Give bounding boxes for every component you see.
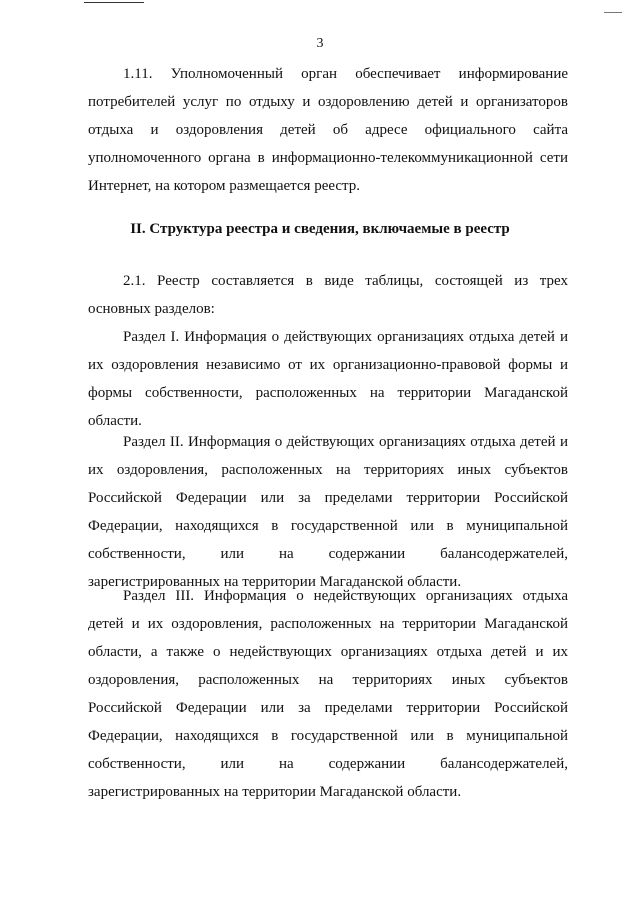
- paragraph-2-1: 2.1. Реестр составляется в виде таблицы, состоящей из трех основных разделов:: [88, 273, 568, 317]
- paragraph-razdel-3: Раздел III. Информация о недействующих организациях отдыха детей и их оздоровления, расположенных на территории Магаданской области, а также о недействующих организациях отдыха детей и их оздоровления, расположенных на территориях иных субъектов Российской Федерации или за пределами территории Российской Федерации, находящихся в государственной или в муниципальной собственности, или на содержании балансодержателей, зарегистрированных на территории Магаданской области.: [88, 588, 568, 800]
- paragraph-1-11: 1.11. Уполномоченный орган обеспечивает информирование потребителей услуг по отдыху и оздоровлению детей и организаторов отдыха и оздоровления детей об адресе официального сайта уполномоченного органа в информационно-телекоммуникационной сети Интернет, на котором размещается реестр.: [88, 66, 568, 194]
- section-heading: II. Структура реестра и сведения, включаемые в реестр: [130, 221, 510, 237]
- paragraph-razdel-1: Раздел I. Информация о действующих организациях отдыха детей и их оздоровления независимо от их организационно-правовой формы и формы собственности, расположенных на территории Магаданской области.: [88, 329, 568, 429]
- scan-artifact-line: [604, 12, 622, 13]
- scan-artifact-line: [84, 2, 144, 3]
- page-number: 3: [316, 36, 324, 51]
- paragraph-razdel-2: Раздел II. Информация о действующих организациях отдыха детей и их оздоровления, расположенных на территориях иных субъектов Российской Федерации или за пределами территории Российской Федерации, находящихся в государственной или в муниципальной собственности, или на содержании балансодержателей, зарегистрированных на территории Магаданской области.: [88, 434, 568, 590]
